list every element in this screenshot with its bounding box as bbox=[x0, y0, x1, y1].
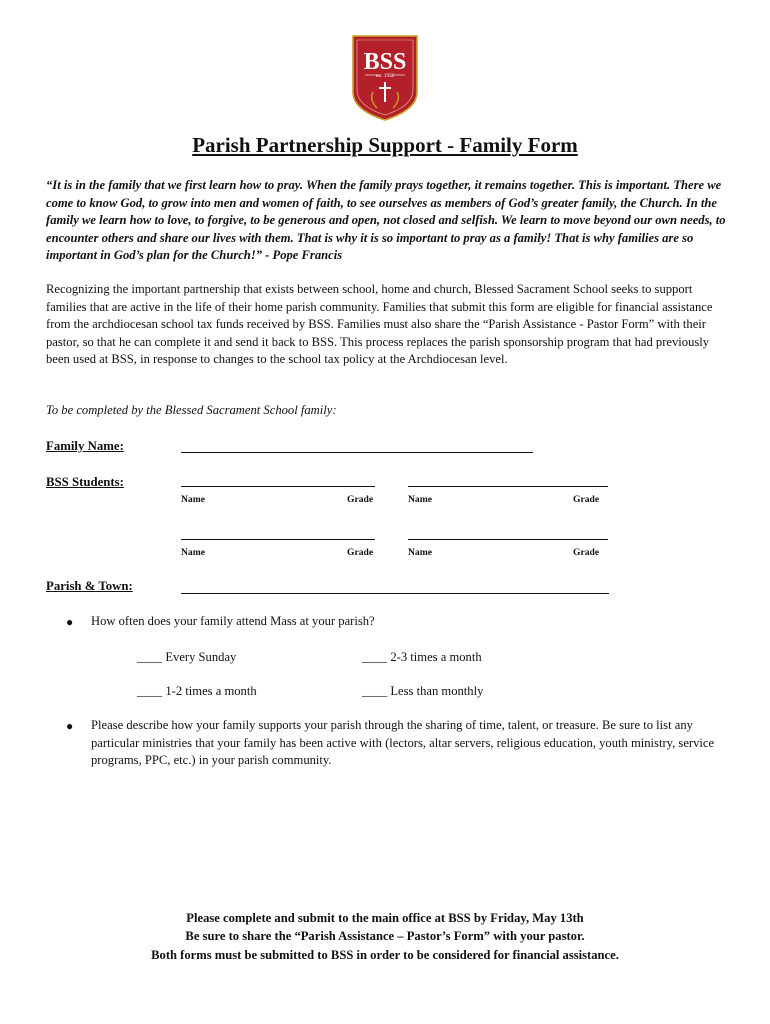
student-2-grade-caption: Grade bbox=[573, 494, 600, 505]
option-2-3-times[interactable]: ____ 2-3 times a month bbox=[362, 650, 482, 664]
school-crest-logo bbox=[351, 30, 419, 122]
student-1-grade-caption: Grade bbox=[347, 494, 374, 505]
student-1-field[interactable] bbox=[181, 486, 375, 487]
option-every-sunday[interactable]: ____ Every Sunday bbox=[137, 650, 237, 664]
student-2-name-caption: Name bbox=[408, 494, 432, 505]
bullet-icon: ● bbox=[66, 615, 74, 629]
pope-francis-quote: “It is in the family that we first learn how to pray. When the family prays together, it remains together. This is important. There we come to know God, to grow into men and women of faith, to see ourselves as members of God’s greater family, the Church. In the family we learn how to love, to forgive, to be generous and open, not closed and selfish. We learn to move beyond our own needs, to encounter others and share our lives with them. That is why it is so important to pray as a family! That is why families are so important in God’s plan for the Church!” - Pope Francis bbox=[46, 178, 726, 263]
family-name-label: Family Name: bbox=[46, 439, 124, 453]
students-label: BSS Students: bbox=[46, 475, 124, 489]
page-title: Parish Partnership Support - Family Form bbox=[192, 133, 578, 157]
footer-notice bbox=[0, 909, 770, 964]
logo-est: est. 1952 bbox=[375, 74, 395, 79]
option-less-than-monthly[interactable]: ____ Less than monthly bbox=[362, 684, 484, 698]
student-2-field[interactable] bbox=[408, 486, 608, 487]
footer-line-3: Both forms must be submitted to BSS in order to be considered for financial assistance. bbox=[151, 947, 619, 962]
mass-attendance-question: How often does your family attend Mass at your parish? bbox=[91, 614, 375, 628]
footer-line-1: Please complete and submit to the main office at BSS by Friday, May 13th bbox=[186, 911, 584, 925]
student-1-name-caption: Name bbox=[181, 494, 205, 505]
footer-line-2: Be sure to share the “Parish Assistance – Pastor’s Form” with your pastor. bbox=[185, 929, 585, 944]
student-3-grade-caption: Grade bbox=[347, 547, 374, 558]
option-1-2-times[interactable]: ____ 1-2 times a month bbox=[137, 684, 257, 698]
student-3-field[interactable] bbox=[181, 539, 375, 540]
intro-paragraph: Recognizing the important partnership that exists between school, home and church, Blessed Sacrament School seeks to support families that are active in the life of their home parish community. Families that submit this form are eligible for financial assistance from the archdiocesan school tax funds received by BSS. Families must also share the “Parish Assistance - Pastor Form” with their pastor, so that he can complete it and send it back to BSS. This process replaces the parish sponsorship program that had previously been used at BSS, in response to changes to the school tax policy at the Archdiocesan level. bbox=[46, 282, 713, 367]
student-4-field[interactable] bbox=[408, 539, 608, 540]
parish-support-answer-area[interactable] bbox=[91, 775, 731, 895]
logo-text: BSS bbox=[363, 49, 407, 75]
student-3-name-caption: Name bbox=[181, 547, 205, 558]
student-4-name-caption: Name bbox=[408, 547, 432, 558]
student-4-grade-caption: Grade bbox=[573, 547, 600, 558]
instruction-text: To be completed by the Blessed Sacrament School family: bbox=[46, 403, 337, 417]
family-name-field[interactable] bbox=[181, 452, 533, 453]
parish-town-label: Parish & Town: bbox=[46, 579, 133, 593]
parish-town-field[interactable] bbox=[181, 593, 609, 594]
bullet-icon: ● bbox=[66, 719, 74, 733]
parish-support-question: Please describe how your family supports your parish through the sharing of time, talent, or treasure. Be sure to list any particular ministries that your family has been active with (lectors, altar servers, religious education, youth ministry, service programs, PPC, etc.) in your parish community. bbox=[91, 718, 715, 768]
